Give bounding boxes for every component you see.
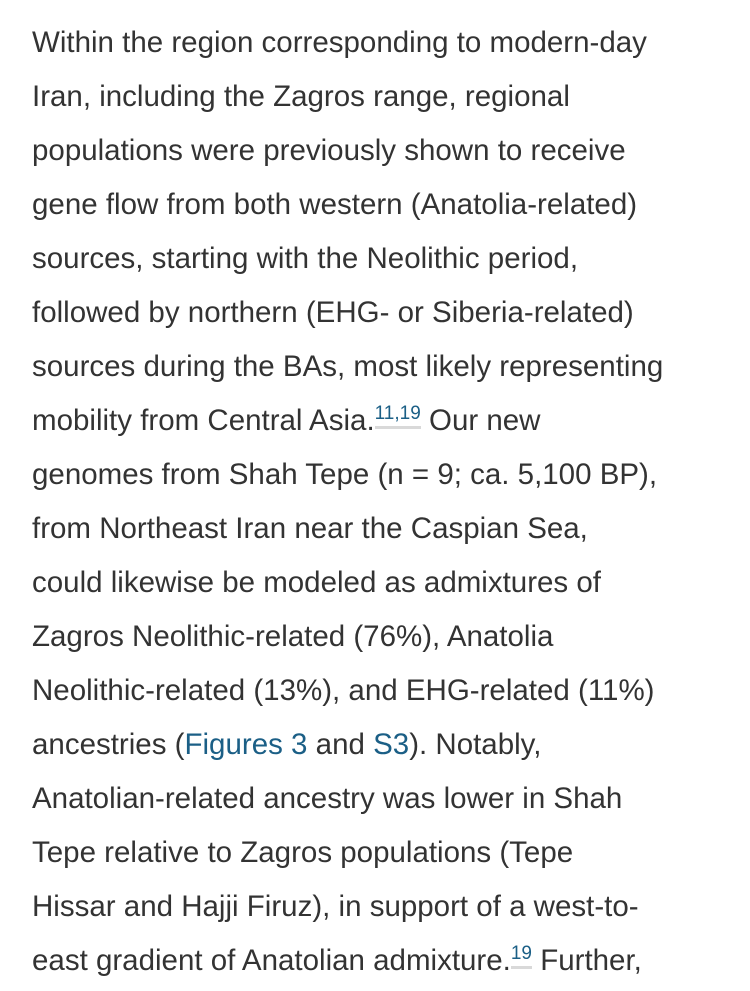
text-line: Neolithic-related (13%), and EHG-related (11%) [32,674,655,707]
text-line: Iran, including the Zagros range, regional [32,80,570,113]
text-line: Tepe relative to Zagros populations (Tepe [32,836,574,869]
text-line: Anatolian-related ancestry was lower in Shah [32,782,623,815]
text-line: could likewise be modeled as admixtures of [32,566,601,599]
text-line: Zagros Neolithic-related (76%), Anatolia [32,620,554,653]
text-segment: and [307,728,374,761]
text-line: populations were previously shown to receive [32,134,626,167]
citation-ref-19[interactable]: 19 [511,943,532,969]
citation-ref-19[interactable]: 19 [400,403,421,429]
text-line: genomes from Shah Tepe (n = 9; ca. 5,100 BP), [32,458,658,491]
citation-separator: , [394,403,399,429]
text-segment: Our new [420,404,541,437]
text-segment: ancestries ( [32,728,185,761]
text-line [32,394,732,448]
text-line [32,718,732,772]
text-line: Within the region corresponding to modern-day [32,26,647,59]
citation-ref-11[interactable]: 11 [375,403,395,429]
text-segment: east gradient of Anatolian admixture. [32,944,511,977]
article-paragraph [32,16,732,988]
text-segment: mobility from Central Asia. [32,404,375,437]
text-line: from Northeast Iran near the Caspian Sea, [32,512,588,545]
text-line: sources, starting with the Neolithic period, [32,242,579,275]
text-line: followed by northern (EHG- or Siberia-related) [32,296,634,329]
text-line: gene flow from both western (Anatolia-related) [32,188,638,221]
figure-s3-link[interactable]: S3 [373,728,410,761]
text-line: sources during the BAs, most likely representing [32,350,664,383]
text-line: Hissar and Hajji Firuz), in support of a west-to- [32,890,639,923]
text-line [32,934,732,988]
figures-3-link[interactable]: Figures 3 [184,728,308,761]
text-segment: ). Notably, [409,728,542,761]
text-segment: Further, [532,944,642,977]
